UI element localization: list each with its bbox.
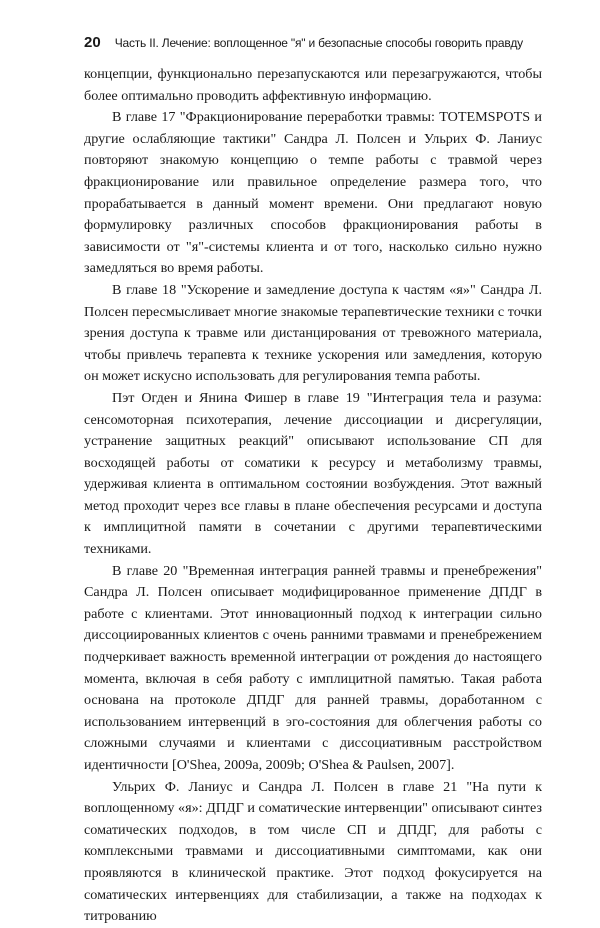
book-page: [84, 34, 542, 928]
paragraph-chapter-20: В главе 20 "Временная интеграция ранней травмы и пренебрежения" Сандра Л. Полсен описывает модифицированное применение ДПДГ в работе с клиентами. Этот инновационный подход к интеграции сильно диссоциированных клиентов с очень ранними травмами и пренебрежением подчеркивает важность временной интеграции от рождения до настоящего момента, включая в себя работу с имплицитной памятью. Такая работа основана на протоколе ДПДГ для ранней травмы, доработанном с использованием интервенций в эго-состояния для облегчения работы со сложными случаями и клиентами с диссоциативным расстройством идентичности [O'Shea, 2009a, 2009b; O'Shea & Paulsen, 2007].: [84, 562, 542, 773]
page-header: [84, 34, 542, 60]
page-number: 20: [84, 34, 101, 51]
paragraph-continuation: концепции, функционально перезапускаются или перезагружаются, чтобы более оптимально проводить аффективную информацию.: [84, 66, 542, 104]
paragraph-chapter-19: Пэт Огден и Янина Фишер в главе 19 "Интеграция тела и разума: сенсомоторная психотерапия, лечение диссоциации и дисрегуляции, устранение защитных реакций" описывают использование СП для восходящей работы от соматики к ресурсу и метаболизму травмы, удерживая клиента в оптимальном состоянии возбуждения. Этот важный метод проходит через все главы в плане обеспечения ресурсами и доступа к имплицитной памяти в сочетании с другими терапевтическими техниками.: [84, 389, 542, 558]
paragraph-chapter-21: Ульрих Ф. Ланиус и Сандра Л. Полсен в главе 21 "На пути к воплощенному «я»: ДПДГ и соматические интервенции" описывают синтез соматических подходов, в том числе СП и ДПДГ, для работы с комплексными травмами и диссоциативными симптомами, как они проявляются в клинической практике. Этот подход фокусируется на соматических интервенциях для стабилизации, а также на подходах к титрованию: [84, 778, 542, 925]
paragraph-chapter-18: В главе 18 "Ускорение и замедление доступа к частям «я»" Сандра Л. Полсен пересмысливает многие знакомые терапевтические техники с точки зрения доступа к травме или дистанцирования от тревожного материала, чтобы привлечь терапевта к технике ускорения или замедления, которую он может искусно использовать для регулирования темпа работы.: [84, 281, 542, 385]
running-title: Часть II. Лечение: воплощенное "я" и безопасные способы говорить правду: [114, 36, 523, 50]
paragraph-chapter-17: В главе 17 "Фракционирование переработки травмы: TOTEMSPOTS и другие ослабляющие тактики" Сандра Л. Полсен и Ульрих Ф. Ланиус повторяют знакомую концепцию о темпе работы с травмой через фракционирование или правильное определение размера того, что прорабатывается в данный момент времени. Они предлагают новую формулировку различных способов фракционирования работы в зависимости от "я"-системы клиента и от того, насколько сильно нужно замедляться во время работы.: [84, 109, 542, 277]
body-text: [84, 64, 542, 928]
